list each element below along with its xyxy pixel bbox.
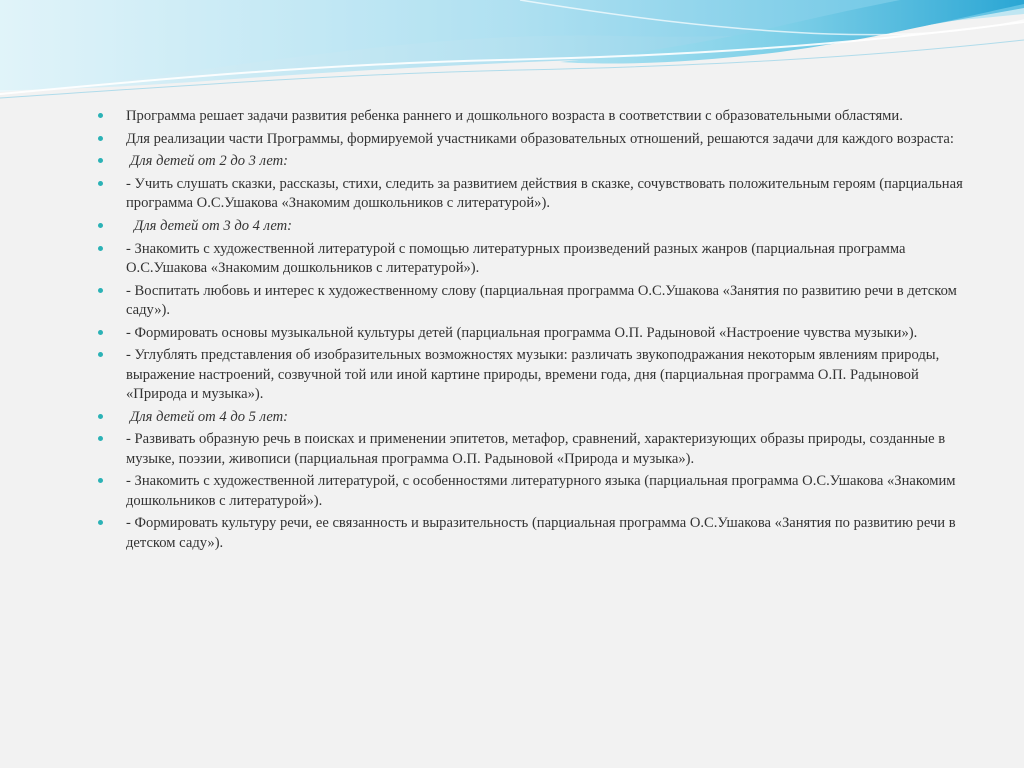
list-item	[96, 240, 976, 279]
list-item	[96, 282, 976, 321]
list-item-text: Для реализации части Программы, формируемой участниками образовательных отношений, решаются задачи для каждого возраста:	[126, 130, 954, 147]
list-item-text: - Воспитать любовь и интерес к художественному слову (парциальная программа О.С.Ушакова «Занятия по развитию речи в детском саду»).	[126, 282, 957, 319]
bullet-icon	[98, 181, 103, 186]
bullet-icon	[98, 136, 103, 141]
list-item	[96, 430, 976, 469]
content-area	[96, 107, 976, 556]
bullet-icon	[98, 246, 103, 251]
age-group-heading	[96, 152, 976, 171]
bullet-icon	[98, 436, 103, 441]
list-item	[96, 175, 976, 214]
bullet-icon	[98, 352, 103, 357]
list-item	[96, 346, 976, 404]
bullet-list	[96, 107, 976, 553]
list-item-text: Программа решает задачи развития ребенка раннего и дошкольного возраста в соответствии с образовательными областями.	[126, 108, 903, 124]
bullet-icon	[98, 520, 103, 525]
header-wave-decoration	[0, 0, 1024, 110]
list-item	[96, 514, 976, 553]
list-item-text: - Учить слушать сказки, рассказы, стихи, следить за развитием действия в сказке, сочувствовать положительным героям (парциальная программа О.С.Ушакова «Знакомим дошкольников с литературой»).	[126, 176, 963, 212]
bullet-icon	[98, 478, 103, 483]
age-group-heading	[96, 408, 976, 427]
bullet-icon	[98, 330, 103, 335]
list-item	[96, 107, 976, 126]
list-item-text: - Углублять представления об изобразительных возможностях музыки: различать звукоподражания некоторым явлениям природы, выражение настроений, созвучной той или иной картине природы, времени года, дня (парциальная программа О.П. Радыновой «Природа и музыка»).	[126, 347, 940, 402]
list-item	[96, 130, 976, 149]
list-item	[96, 324, 976, 343]
list-item-text: - Развивать образную речь в поисках и применении эпитетов, метафор, сравнений, характеризующих образы природы, созданные в музыке, поэзии, живописи (парциальная программа О.П. Радыновой «Природа и музыка»).	[126, 431, 946, 467]
list-item-text: - Знакомить с художественной литературой с помощью литературных произведений разных жанров (парциальная программа О.С.Ушакова «Знакомим дошкольников с литературой»).	[126, 240, 906, 277]
list-item	[96, 472, 976, 511]
bullet-icon	[98, 223, 103, 228]
bullet-icon	[98, 158, 103, 163]
list-item-text: - Формировать основы музыкальной культуры детей (парциальная программа О.П. Радыновой «Настроение чувства музыки»).	[126, 324, 918, 341]
age-group-heading	[96, 217, 976, 236]
list-item-text: Для детей от 4 до 5 лет:	[130, 408, 289, 425]
list-item-text: Для детей от 3 до 4 лет:	[134, 218, 293, 235]
bullet-icon	[98, 414, 103, 419]
list-item-text: - Формировать культуру речи, ее связанность и выразительность (парциальная программа О.С.Ушакова «Занятия по развитию речи в детском саду»).	[126, 515, 956, 551]
bullet-icon	[98, 113, 103, 118]
list-item-text: - Знакомить с художественной литературой, с особенностями литературного языка (парциальная программа О.С.Ушакова «Знакомим дошкольников с литературой»).	[126, 473, 956, 509]
bullet-icon	[98, 288, 103, 293]
list-item-text: Для детей от 2 до 3 лет:	[130, 153, 289, 170]
